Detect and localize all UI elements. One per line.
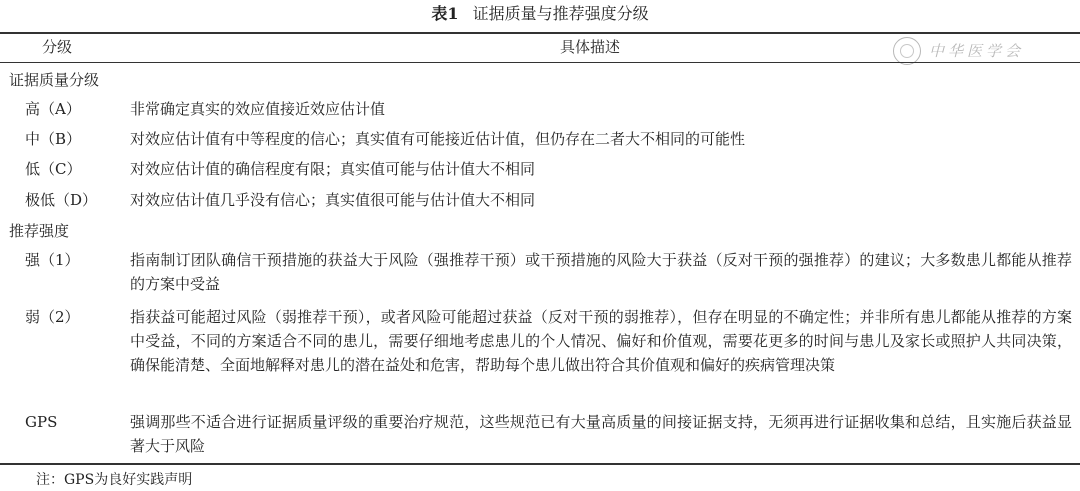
grade-label: 低（C） [25, 160, 82, 178]
section-title-recommendation: 推荐强度 [9, 222, 70, 240]
section-title-evidence: 证据质量分级 [9, 71, 100, 89]
table-number: 表1 [431, 4, 459, 23]
grade-label: 强（1） [25, 251, 80, 269]
table-note: 注：GPS为良好实践声明 [36, 472, 193, 488]
table-caption [0, 4, 1080, 24]
grade-description: 对效应估计值有中等程度的信心；真实值有可能接近估计值，但仍存在二者大不相同的可能性 [130, 130, 746, 148]
header-rule [0, 62, 1080, 63]
top-rule [0, 32, 1080, 34]
grade-description: 非常确定真实的效应值接近效应估计值 [130, 100, 386, 118]
grade-description: 指南制订团队确信干预措施的获益大于风险（强推荐干预）或干预措施的风险大于获益（反对干预的强推荐）的建议；大多数患儿都能从推荐的方案中受益 [130, 251, 1072, 293]
grade-description: 强调那些不适合进行证据质量评级的重要治疗规范，这些规范已有大量高质量的间接证据支持，无须再进行证据收集和总结，且实施后获益显著大于风险 [130, 413, 1072, 455]
grade-label: 极低（D） [25, 191, 98, 209]
grade-label: 高（A） [25, 100, 81, 118]
bottom-rule [0, 463, 1080, 465]
grade-description: 指获益可能超过风险（弱推荐干预），或者风险可能超过获益（反对干预的弱推荐），但存在明显的不确定性；并非所有患儿都能从推荐的方案中受益，不同的方案适合不同的患儿，需要仔细地考虑患儿的个人情况、偏好和价值观，需要花更多的时间与患儿及家长或照护人共同决策，确保能清楚、全面地解释对患儿的潜在益处和危害，帮助每个患儿做出符合其价值观和偏好的疾病管理决策 [130, 308, 1072, 374]
table-title: 证据质量与推荐强度分级 [472, 4, 649, 23]
grade-label: 弱（2） [25, 308, 80, 326]
grade-label: GPS [25, 413, 58, 431]
header-description: 具体描述 [560, 38, 621, 56]
watermark-text: 中华医学会 [929, 42, 1025, 60]
grade-description: 对效应估计值几乎没有信心；真实值很可能与估计值大不相同 [130, 191, 536, 209]
grade-label: 中（B） [25, 130, 82, 148]
grade-description: 对效应估计值的确信程度有限；真实值可能与估计值大不相同 [130, 160, 536, 178]
publisher-watermark [893, 36, 1073, 64]
seal-icon [893, 37, 921, 65]
header-grade: 分级 [42, 38, 73, 56]
